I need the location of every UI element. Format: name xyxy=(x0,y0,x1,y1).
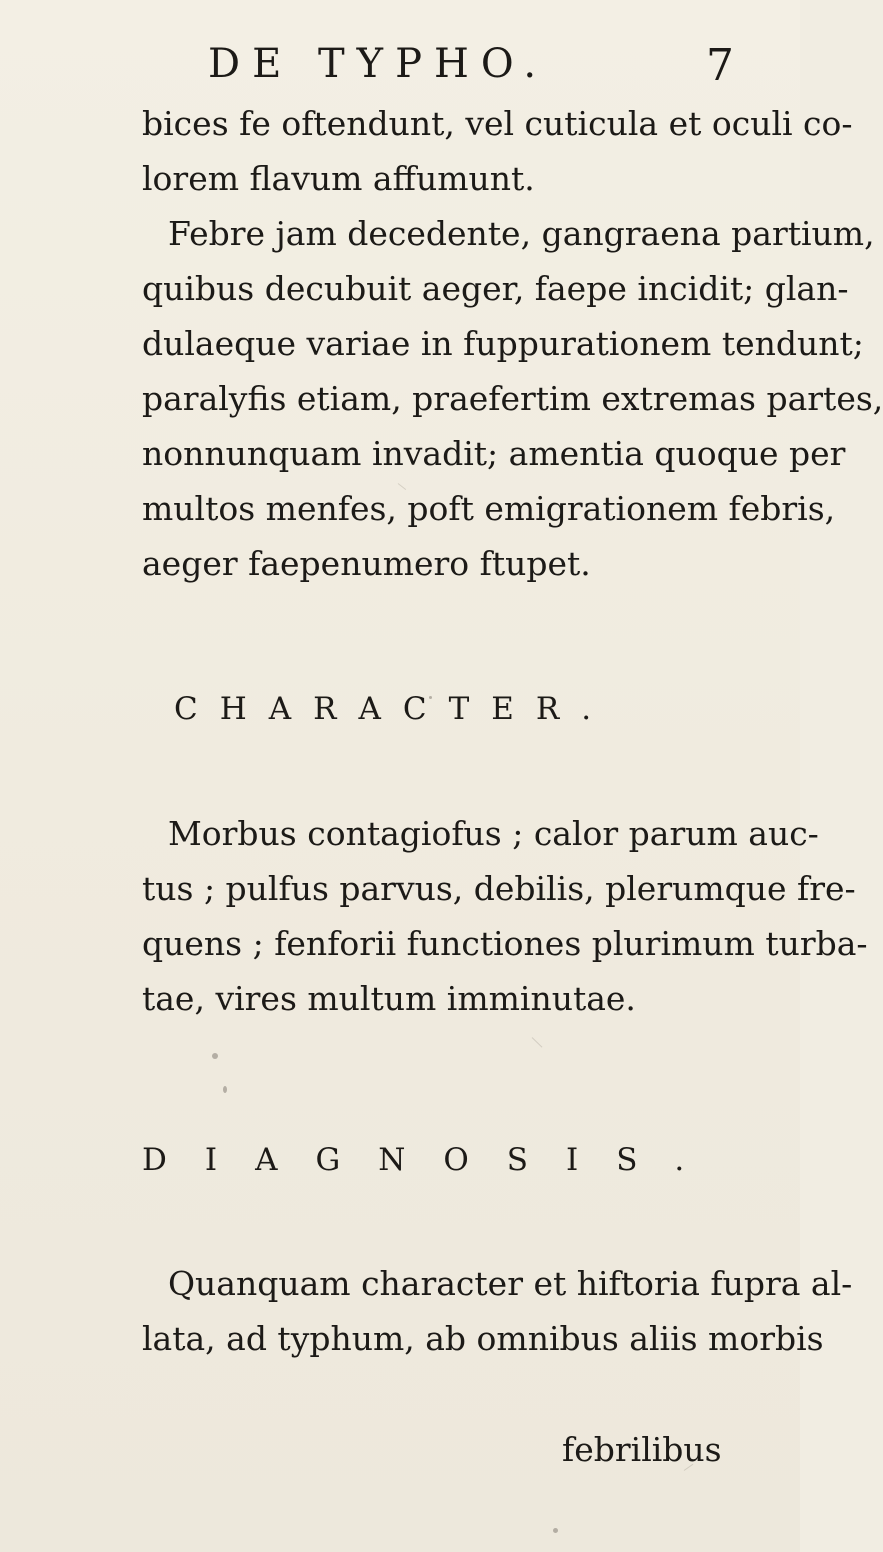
text-line: Quanquam character et hiftoria fupra al- xyxy=(168,1264,853,1303)
text-line: lata, ad typhum, ab omnibus aliis morbis xyxy=(142,1319,824,1358)
section-heading-diagnosis: DIAGNOSIS. xyxy=(142,1142,723,1178)
print-speck xyxy=(429,696,432,699)
text-line: aeger faepenumero ftupet. xyxy=(142,544,591,583)
running-title: DE TYPHO. xyxy=(208,41,549,87)
text-line: quens ; fenforii functiones plurimum turba- xyxy=(142,924,868,963)
text-line: Morbus contagiofus ; calor parum auc- xyxy=(168,814,819,853)
page-number: 7 xyxy=(706,40,734,91)
text-line: lorem flavum affumunt. xyxy=(142,159,535,198)
text-line: nonnunquam invadit; amentia quoque per xyxy=(142,434,846,473)
diagnosis-paragraph xyxy=(142,1256,853,1366)
text-line: tus ; pulfus parvus, debilis, plerumque fre- xyxy=(142,869,856,908)
text-line: bices fe oftendunt, vel cuticula et oculi co- xyxy=(142,104,853,143)
text-line: Febre jam decedente, gangraena partium, xyxy=(168,214,875,253)
paper-mark xyxy=(532,1037,543,1047)
print-speck xyxy=(212,1053,218,1059)
catchword: febrilibus xyxy=(562,1430,722,1469)
running-head xyxy=(0,34,800,94)
text-line: quibus decubuit aeger, faepe incidit; glan- xyxy=(142,269,849,308)
print-speck xyxy=(553,1528,558,1533)
text-line: dulaeque variae in fuppurationem tendunt; xyxy=(142,324,864,363)
intro-paragraphs xyxy=(142,96,883,591)
section-heading-character: CHARACTER. xyxy=(174,691,614,727)
character-paragraph xyxy=(142,806,868,1026)
print-speck xyxy=(223,1086,227,1093)
text-line: paralyfis etiam, praefertim extremas partes, xyxy=(142,379,883,418)
text-line: tae, vires multum imminutae. xyxy=(142,979,636,1018)
text-line: multos menfes, poft emigrationem febris, xyxy=(142,489,836,528)
